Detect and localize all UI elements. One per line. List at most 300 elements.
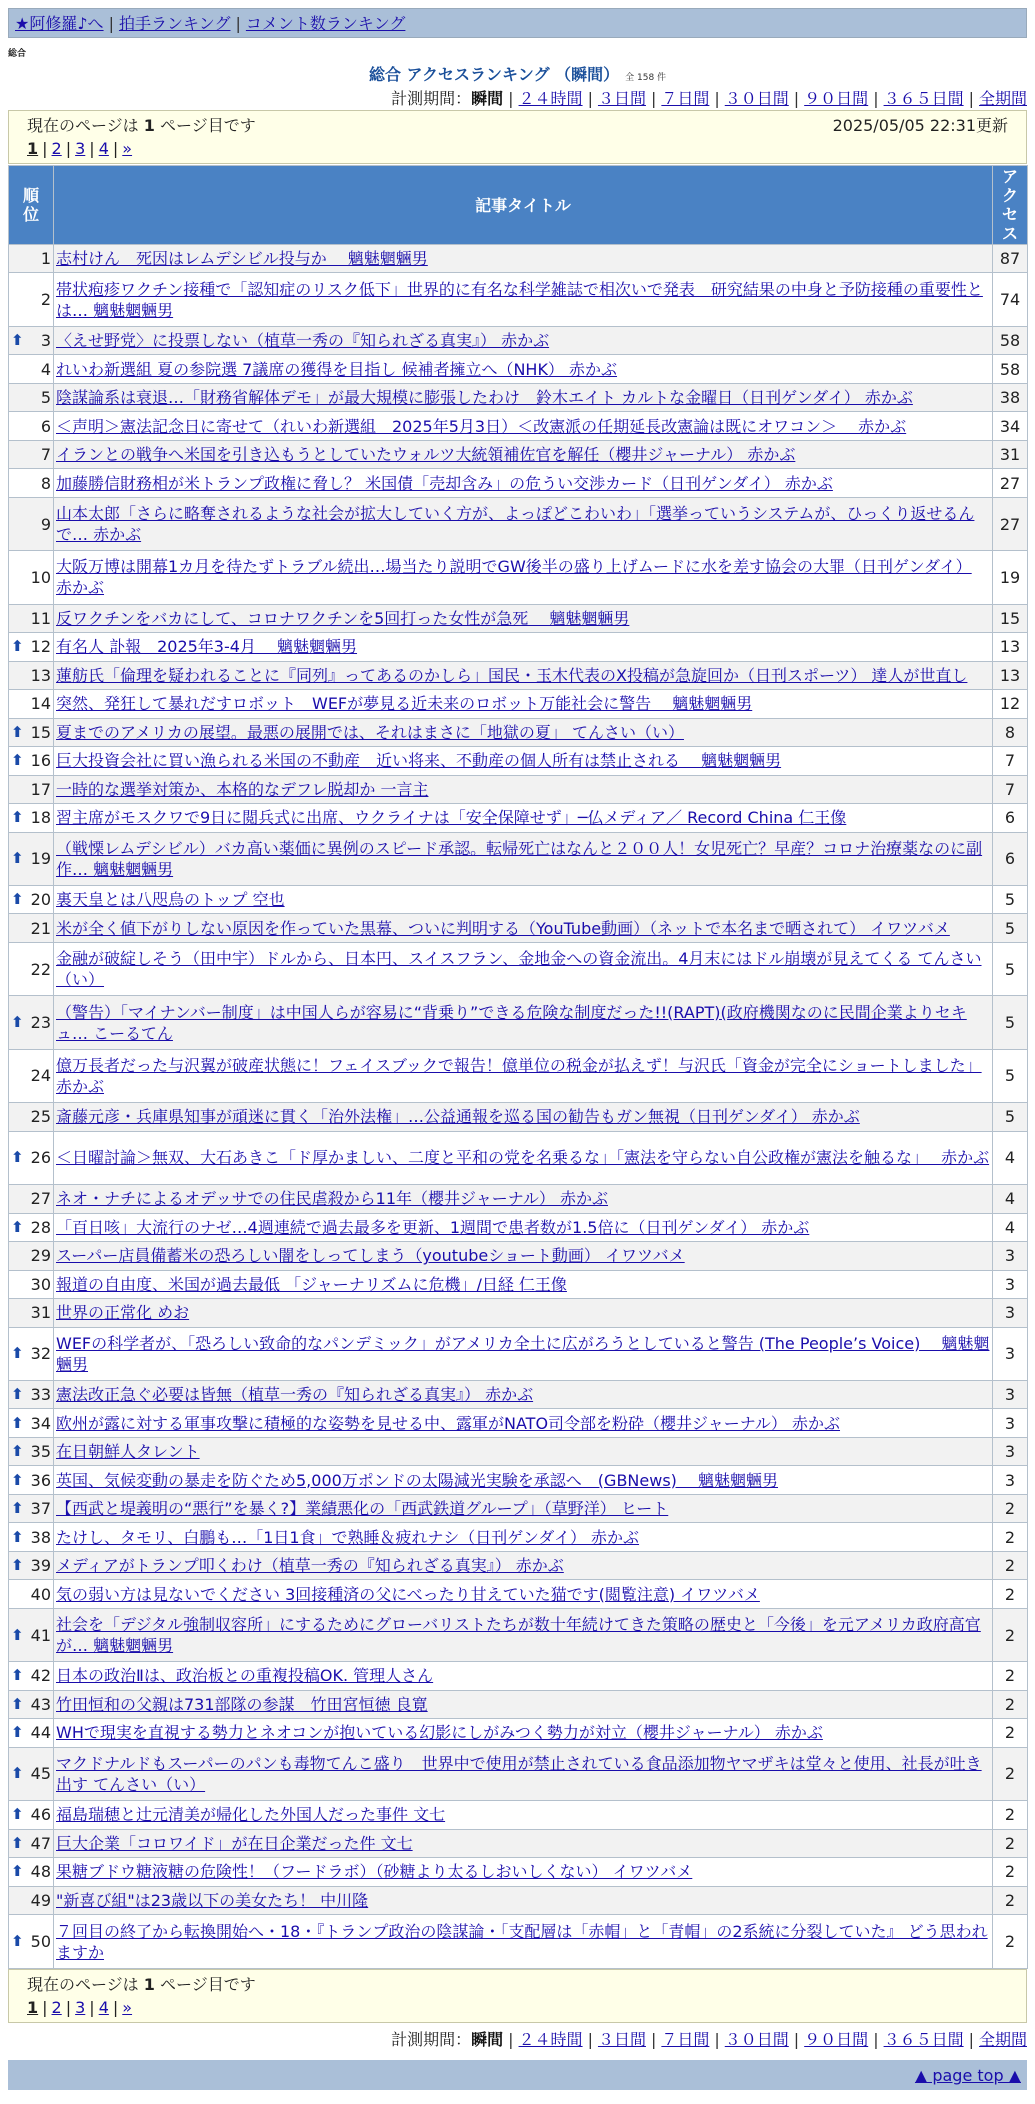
rank-number: 20	[30, 890, 51, 910]
title-cell	[54, 1270, 993, 1298]
page-separator: |	[112, 1998, 119, 2017]
article-title-link[interactable]: 億万長者だった与沢翼が破産状態に！フェイスブックで報告！億単位の税金が払えず！与沢氏「資金が完全にショートしました」 赤かぶ	[56, 1055, 982, 1096]
access-column-header: アク セス	[993, 166, 1028, 245]
article-title-link[interactable]: WEFの科学者が、「恐ろしい致命的なパンデミック」がアメリカ全土に広がろうとしていると警告 (The People’s Voice) 魑魅魍魎男	[56, 1333, 990, 1374]
rank-cell	[9, 1580, 54, 1608]
period-separator: |	[793, 89, 800, 108]
article-title-link[interactable]: 巨大企業「コロワイド」が在日企業だった件 文七	[56, 1833, 413, 1853]
table-row	[9, 1437, 1028, 1465]
article-title-link[interactable]: 竹田恒和の父親は731部隊の参謀 竹田宮恒徳 良寛	[56, 1694, 428, 1714]
rank-up-arrow-icon: ⬆	[11, 751, 24, 770]
table-row	[9, 661, 1028, 689]
rank-cell	[9, 440, 54, 468]
clap-ranking-link[interactable]: 拍手ランキング	[118, 14, 231, 33]
period-separator: |	[508, 2030, 514, 2049]
rank-cell	[9, 832, 54, 885]
rank-number: 48	[30, 1862, 51, 1882]
table-row	[9, 497, 1028, 550]
rank-number: 34	[30, 1413, 51, 1433]
period-option-link[interactable]: ２４時間	[518, 89, 583, 108]
rank-cell	[9, 1662, 54, 1690]
rank-cell	[9, 1299, 54, 1327]
table-row	[9, 1801, 1028, 1829]
period-separator: |	[508, 89, 514, 108]
page-separator: |	[42, 1998, 48, 2017]
rank-cell	[9, 914, 54, 942]
access-count: 7	[993, 747, 1028, 775]
rank-number: 22	[30, 959, 51, 979]
access-count: 13	[993, 633, 1028, 661]
rank-cell	[9, 661, 54, 689]
title-cell	[54, 942, 993, 995]
rank-number: 36	[30, 1470, 51, 1490]
access-count: 4	[993, 1185, 1028, 1213]
title-cell	[54, 690, 993, 718]
table-row	[9, 1829, 1028, 1857]
table-row	[9, 440, 1028, 468]
title-cell	[54, 497, 993, 550]
table-row	[9, 1242, 1028, 1270]
period-selector-bottom	[391, 2027, 1027, 2050]
total-count: 全 158 件	[625, 73, 667, 83]
table-row	[9, 633, 1028, 661]
period-separator: |	[968, 89, 974, 108]
access-count: 2	[993, 1801, 1028, 1829]
access-count: 5	[993, 1049, 1028, 1102]
rank-number: 38	[30, 1527, 51, 1547]
article-title-link[interactable]: 【西武と堤義明の“悪行”を暴く?】業績悪化の「西武鉄道グループ」（草野洋） ヒート	[56, 1499, 669, 1519]
rank-cell	[9, 383, 54, 411]
rank-number: 43	[30, 1694, 51, 1714]
access-count: 74	[993, 273, 1028, 326]
rank-cell	[9, 1551, 54, 1579]
rank-up-arrow-icon: ⬆	[11, 849, 24, 868]
article-title-link[interactable]: 習主席がモスクワで9日に閲兵式に出席、ウクライナは「安全保障せず」─仏メディア／ Record China 仁王像	[56, 808, 847, 828]
access-count: 58	[993, 355, 1028, 383]
period-option-link[interactable]: ２４時間	[518, 2030, 583, 2049]
table-row	[9, 1747, 1028, 1800]
table-row	[9, 1690, 1028, 1718]
rank-number: 39	[30, 1556, 51, 1576]
article-title-link[interactable]: 日本の政治Ⅱは、政治板との重複投稿OK. 管理人さん	[56, 1666, 434, 1686]
article-title-link[interactable]: "新喜び組"は23歳以下の美女たち！ 中川隆	[56, 1890, 369, 1910]
title-cell	[54, 1049, 993, 1102]
table-row	[9, 604, 1028, 632]
access-count: 3	[993, 1242, 1028, 1270]
page-link[interactable]: 4	[98, 1998, 109, 2017]
rank-cell	[9, 1213, 54, 1241]
next-page-link[interactable]: »	[122, 139, 133, 158]
access-count: 4	[993, 1213, 1028, 1241]
period-option-link[interactable]: 全期間	[978, 89, 1027, 108]
table-row	[9, 1131, 1028, 1184]
access-count: 3	[993, 1380, 1028, 1408]
rank-cell	[9, 1608, 54, 1661]
access-count: 3	[993, 1299, 1028, 1327]
access-count: 2	[993, 1690, 1028, 1718]
title-cell	[54, 804, 993, 832]
article-title-link[interactable]: メディアがトランプ叩くわけ（植草一秀の『知られざる真実』） 赤かぶ	[56, 1556, 564, 1576]
period-label: 計測期間：	[391, 89, 472, 108]
page-separator: |	[89, 1998, 95, 2017]
title-cell	[54, 551, 993, 604]
article-title-link[interactable]: 社会を「デジタル強制収容所」にするためにグローバリストたちが数十年続けてきた策略の歴史と「今後」を元アメリカ政府高官が… 魑魅魍魎男	[56, 1615, 981, 1656]
title-cell	[54, 1747, 993, 1800]
rank-number: 29	[30, 1246, 51, 1266]
access-count: 2	[993, 1886, 1028, 1914]
rank-number: 40	[30, 1584, 51, 1604]
rank-up-arrow-icon: ⬆	[11, 1013, 24, 1032]
period-selector-top	[391, 86, 1027, 109]
page-separator: |	[42, 139, 48, 158]
top-navigation	[8, 8, 1027, 38]
table-row	[9, 1299, 1028, 1327]
article-title-link[interactable]: 憲法改正急ぐ必要は皆無（植草一秀の『知られざる真実』） 赤かぶ	[56, 1385, 534, 1405]
rank-number: 4	[40, 359, 51, 379]
access-count: 2	[993, 1858, 1028, 1886]
article-title-link[interactable]: 欧州が露に対する軍事攻撃に積極的な姿勢を見せる中、露軍がNATO司令部を粉砕（櫻井ジャーナル） 赤かぶ	[56, 1413, 841, 1433]
title-cell	[54, 1494, 993, 1522]
table-row	[9, 273, 1028, 326]
article-title-link[interactable]: 英国、気候変動の暴走を防ぐため5,000万ポンドの太陽減光実験を承認へ (GBNews) 魑魅魍魎男	[56, 1470, 778, 1490]
table-row	[9, 914, 1028, 942]
rank-cell	[9, 804, 54, 832]
rank-cell	[9, 1690, 54, 1718]
rank-up-arrow-icon: ⬆	[11, 1932, 24, 1951]
access-count: 6	[993, 832, 1028, 885]
period-separator: |	[587, 89, 593, 108]
rank-number: 9	[40, 514, 51, 534]
rank-number: 35	[30, 1442, 51, 1462]
article-title-link[interactable]: 陰謀論系は衰退…「財務省解体デモ」が最大規模に膨張したわけ 鈴木エイト カルトな金曜日（日刊ゲンダイ） 赤かぶ	[56, 388, 913, 408]
rank-up-arrow-icon: ⬆	[11, 637, 24, 656]
table-row	[9, 690, 1028, 718]
rank-up-arrow-icon: ⬆	[11, 1625, 24, 1644]
access-count: 3	[993, 1409, 1028, 1437]
article-title-link[interactable]: 世界の正常化 めお	[56, 1303, 190, 1323]
rank-number: 32	[30, 1344, 51, 1364]
rank-number: 45	[30, 1764, 51, 1784]
article-title-link[interactable]: 気の弱い方は見ないでください 3回接種済の父にべったり甘えていた猫です(閲覧注意) イワツバメ	[56, 1584, 760, 1604]
rank-cell	[9, 245, 54, 273]
period-option-link[interactable]: ７日間	[661, 2030, 710, 2049]
pagination	[27, 1996, 1008, 2020]
period-separator: |	[714, 2030, 720, 2049]
rank-number: 49	[30, 1890, 51, 1910]
article-title-link[interactable]: ＜日曜討論＞無双、大石あきこ「ド厚かましい、二度と平和の党を名乗るな」「憲法を守らない自公政権が憲法を触るな」 赤かぶ	[56, 1148, 990, 1168]
period-option-link[interactable]: ３日間	[597, 89, 646, 108]
table-row	[9, 1608, 1028, 1661]
period-option-link[interactable]: ３日間	[597, 2030, 646, 2049]
article-title-link[interactable]: 夏までのアメリカの展望。最悪の展開では、それはまさに「地獄の夏」 てんさい（い）	[56, 722, 684, 742]
article-title-link[interactable]: 志村けん 死因はレムデシビル投与か 魑魅魍魎男	[56, 249, 428, 269]
article-title-link[interactable]: 報道の自由度、米国が過去最低 「ジャーナリズムに危機」/日経 仁王像	[56, 1274, 567, 1294]
rank-up-arrow-icon: ⬆	[11, 1666, 24, 1685]
page-separator: |	[65, 139, 72, 158]
article-title-link[interactable]: 帯状疱疹ワクチン接種で「認知症のリスク低下」世界的に有名な科学雑誌で相次いで発表 研究結果の中身と予防接種の重要性とは… 魑魅魍魎男	[56, 279, 983, 320]
access-count: 27	[993, 497, 1028, 550]
page-title: 総合 アクセスランキング （瞬間）	[368, 65, 620, 84]
access-count: 2	[993, 1551, 1028, 1579]
title-cell	[54, 1719, 993, 1747]
rank-cell	[9, 1886, 54, 1914]
article-title-link[interactable]: （戦慄レムデシビル）バカ高い薬価に異例のスピード承認。転帰死亡はなんと２００人！女児死亡？早産？コロナ治療薬なのに副作… 魑魅魍魎男	[56, 838, 983, 879]
article-title-link[interactable]: 米が全く値下がりしない原因を作っていた黒幕、ついに判明する（YouTube動画）（ネットで本名まで晒されて） イワツバメ	[56, 918, 950, 938]
rank-cell	[9, 1858, 54, 1886]
rank-up-arrow-icon: ⬆	[11, 1413, 24, 1432]
rank-number: 27	[30, 1189, 51, 1209]
rank-number: 24	[30, 1066, 51, 1086]
access-count: 2	[993, 1662, 1028, 1690]
rank-number: 21	[30, 918, 51, 938]
period-separator: |	[873, 2030, 879, 2049]
rank-cell	[9, 1131, 54, 1184]
article-title-link[interactable]: ネオ・ナチによるオデッサでの住民虐殺から11年（櫻井ジャーナル） 赤かぶ	[56, 1189, 609, 1209]
access-count: 31	[993, 440, 1028, 468]
access-count: 15	[993, 604, 1028, 632]
rank-cell	[9, 1049, 54, 1102]
period-separator: |	[968, 2030, 974, 2049]
rank-number: 12	[30, 637, 51, 657]
title-cell	[54, 775, 993, 803]
title-cell	[54, 1886, 993, 1914]
title-cell	[54, 1213, 993, 1241]
period-separator: |	[650, 2030, 657, 2049]
title-cell	[54, 326, 993, 354]
period-option-link[interactable]: ９０日間	[804, 89, 869, 108]
rank-number: 18	[30, 808, 51, 828]
access-count: 58	[993, 326, 1028, 354]
title-cell	[54, 1523, 993, 1551]
rank-number: 23	[30, 1013, 51, 1033]
article-title-link[interactable]: 金融が破綻しそう（田中宇）ドルから、日本円、スイスフラン、金地金への資金流出。4月末にはドル崩壊が見えてくる てんさい（い）	[56, 949, 982, 990]
rank-number: 17	[30, 779, 51, 799]
page-separator: |	[65, 1998, 72, 2017]
rank-cell	[9, 1270, 54, 1298]
access-count: 2	[993, 1747, 1028, 1800]
article-title-link[interactable]: れいわ新選組 夏の参院選 7議席の獲得を目指し 候補者擁立へ（NHK） 赤かぶ	[56, 359, 618, 379]
rank-number: 33	[30, 1385, 51, 1405]
article-title-link[interactable]: 巨大投資会社に買い漁られる米国の不動産 近い将来、不動産の個人所有は禁止される 魑魅魍魎男	[56, 751, 782, 771]
table-row	[9, 1915, 1028, 1969]
period-option-link[interactable]: ３０日間	[724, 89, 789, 108]
pagination	[27, 137, 1008, 161]
page-link[interactable]: 4	[98, 139, 109, 158]
title-cell	[54, 1580, 993, 1608]
current-page-text: 現在のページは 1 ページ目です	[27, 1975, 256, 1994]
table-row	[9, 832, 1028, 885]
page-link[interactable]: 3	[75, 1998, 86, 2017]
access-count: 34	[993, 412, 1028, 440]
rank-up-arrow-icon: ⬆	[11, 1470, 24, 1489]
article-title-link[interactable]: ７回目の終了から転換開始へ・18・『トランプ政治の陰謀論・「支配層は「赤帽」と「青帽」の2系統に分裂していた』 どう思われますか	[56, 1921, 988, 1962]
period-label: 計測期間：	[391, 2030, 472, 2049]
page-info-bottom	[8, 1969, 1027, 2023]
title-cell	[54, 1131, 993, 1184]
table-row	[9, 551, 1028, 604]
article-title-link[interactable]: 果糖ブドウ糖液糖の危険性！（フードラボ）（砂糖より太るしおいしくない） イワツバメ	[56, 1862, 693, 1882]
access-count: 5	[993, 1103, 1028, 1131]
article-title-link[interactable]: WHで現実を直視する勢力とネオコンが抱いている幻影にしがみつく勢力が対立（櫻井ジャーナル） 赤かぶ	[56, 1723, 823, 1743]
rank-number: 26	[30, 1148, 51, 1168]
rank-cell	[9, 1380, 54, 1408]
current-page-number: 1	[27, 139, 39, 158]
ranking-table	[8, 165, 1028, 1969]
rank-up-arrow-icon: ⬆	[11, 1527, 24, 1546]
article-title-link[interactable]: 一時的な選挙対策か、本格的なデフレ脱却か 一言主	[56, 779, 429, 799]
title-cell	[54, 1103, 993, 1131]
rank-number: 42	[30, 1666, 51, 1686]
table-row	[9, 1858, 1028, 1886]
rank-cell	[9, 1466, 54, 1494]
title-column-header: 記事タイトル	[54, 166, 993, 245]
article-title-link[interactable]: （警告）「マイナンバー制度」は中国人らが容易に“背乗り”できる危険な制度だった!!(RAPT)(政府機関なのに民間企業よりセキュ… こーるてん	[56, 1002, 967, 1043]
table-row	[9, 1185, 1028, 1213]
table-row	[9, 326, 1028, 354]
comment-ranking-link[interactable]: コメント数ランキング	[245, 14, 406, 33]
table-row	[9, 1409, 1028, 1437]
page-top-link[interactable]: ▲ page top ▲	[914, 2066, 1021, 2085]
page-separator: |	[89, 139, 95, 158]
article-title-link[interactable]: 加藤勝信財務相が米トランプ政権に脅し？ 米国債「売却含み」の危うい交渉カード（日刊ゲンダイ） 赤かぶ	[56, 473, 833, 493]
page-link[interactable]: 3	[75, 139, 86, 158]
access-count: 38	[993, 383, 1028, 411]
rank-up-arrow-icon: ⬆	[11, 1499, 24, 1518]
page-title-block	[0, 62, 1035, 85]
title-cell	[54, 273, 993, 326]
table-row	[9, 1380, 1028, 1408]
access-count: 3	[993, 1270, 1028, 1298]
table-row	[9, 1886, 1028, 1914]
access-count: 5	[993, 914, 1028, 942]
article-title-link[interactable]: 大阪万博は開幕1カ月を待たずトラブル続出…場当たり説明でGW後半の盛り上げムードに水を差す協会の大罪（日刊ゲンダイ） 赤かぶ	[56, 557, 972, 598]
title-cell	[54, 1915, 993, 1969]
table-row	[9, 1466, 1028, 1494]
access-count: 12	[993, 690, 1028, 718]
rank-number: 6	[40, 416, 51, 436]
title-cell	[54, 1858, 993, 1886]
home-link[interactable]: ★阿修羅♪へ	[15, 14, 104, 33]
article-title-link[interactable]: 有名人 訃報 2025年3-4月 魑魅魍魎男	[56, 637, 358, 657]
title-cell	[54, 661, 993, 689]
article-title-link[interactable]: 福島瑞穂と辻元清美が帰化した外国人だった事件 文七	[56, 1805, 446, 1825]
access-count: 8	[993, 718, 1028, 746]
table-row	[9, 412, 1028, 440]
period-option-link[interactable]: ３６５日間	[883, 89, 964, 108]
title-cell	[54, 1551, 993, 1579]
rank-number: 25	[30, 1107, 51, 1127]
access-count: 27	[993, 469, 1028, 497]
table-row	[9, 1551, 1028, 1579]
rank-cell	[9, 996, 54, 1049]
article-title-link[interactable]: 斎藤元彦・兵庫県知事が頑迷に貫く「治外法権」…公益通報を巡る国の勧告もガン無視（日刊ゲンダイ） 赤かぶ	[56, 1107, 860, 1127]
title-cell	[54, 1662, 993, 1690]
period-separator: |	[650, 89, 657, 108]
access-count: 5	[993, 885, 1028, 913]
title-cell	[54, 1690, 993, 1718]
access-count: 2	[993, 1608, 1028, 1661]
rank-number: 15	[30, 722, 51, 742]
title-cell	[54, 1829, 993, 1857]
article-title-link[interactable]: 〈えせ野党〉に投票しない（植草一秀の『知られざる真実』） 赤かぶ	[56, 331, 550, 351]
rank-up-arrow-icon: ⬆	[11, 890, 24, 909]
section-label: 総合	[8, 49, 27, 59]
title-cell	[54, 355, 993, 383]
period-option-link[interactable]: ９０日間	[804, 2030, 869, 2049]
article-title-link[interactable]: たけし、タモリ、白鵬も…「1日1食」で熟睡＆疲れナシ（日刊ゲンダイ） 赤かぶ	[56, 1527, 640, 1547]
period-option-link[interactable]: 全期間	[978, 2030, 1027, 2049]
article-title-link[interactable]: スーパー店員備蓄米の恐ろしい闇をしってしまう（youtubeショート動画） イワツバメ	[56, 1246, 685, 1266]
rank-up-arrow-icon: ⬆	[11, 1764, 24, 1783]
article-title-link[interactable]: 蓮舫氏「倫理を疑われることに『同列』ってあるのかしら」国民・玉木代表のX投稿が急旋回か（日刊スポーツ） 達人が世直し	[56, 665, 968, 685]
period-separator: |	[793, 2030, 800, 2049]
rank-cell	[9, 747, 54, 775]
rank-cell	[9, 551, 54, 604]
article-title-link[interactable]: イランとの戦争へ米国を引き込もうとしていたウォルツ大統領補佐官を解任（櫻井ジャーナル） 赤かぶ	[56, 445, 796, 465]
page-info-top	[8, 110, 1027, 164]
rank-cell	[9, 469, 54, 497]
rank-cell	[9, 1829, 54, 1857]
rank-up-arrow-icon: ⬆	[11, 1805, 24, 1824]
page-link[interactable]: 2	[51, 139, 62, 158]
table-row	[9, 245, 1028, 273]
nav-separator: |	[235, 14, 241, 33]
rank-number: 11	[30, 608, 51, 628]
period-separator: |	[587, 2030, 593, 2049]
access-count: 3	[993, 1327, 1028, 1380]
rank-number: 8	[40, 473, 51, 493]
access-count: 4	[993, 1131, 1028, 1184]
article-title-link[interactable]: ＜声明＞憲法記念日に寄せて（れいわ新選組 2025年5月3日）＜改憲派の任期延長改憲論は既にオワコン＞ 赤かぶ	[56, 416, 907, 436]
table-row	[9, 1049, 1028, 1102]
rank-number: 5	[40, 388, 51, 408]
title-cell	[54, 440, 993, 468]
page-link[interactable]: 2	[51, 1998, 62, 2017]
period-separator: |	[873, 89, 879, 108]
title-cell	[54, 914, 993, 942]
period-option-link[interactable]: ７日間	[661, 89, 710, 108]
article-title-link[interactable]: 反ワクチンをバカにして、コロナワクチンを5回打った女性が急死 魑魅魍魎男	[56, 608, 630, 628]
next-page-link[interactable]: »	[122, 1998, 133, 2017]
table-row	[9, 747, 1028, 775]
access-count: 2	[993, 1523, 1028, 1551]
access-count: 87	[993, 245, 1028, 273]
nav-separator: |	[108, 14, 114, 33]
table-row	[9, 718, 1028, 746]
rank-cell	[9, 1327, 54, 1380]
article-title-link[interactable]: マクドナルドもスーパーのパンも毒物てんこ盛り 世界中で使用が禁止されている食品添加物ヤマザキは堂々と使用、社長が吐き出す てんさい（い）	[56, 1753, 982, 1794]
title-cell	[54, 412, 993, 440]
rank-number: 31	[30, 1303, 51, 1323]
title-cell	[54, 383, 993, 411]
rank-cell	[9, 1747, 54, 1800]
table-row	[9, 1523, 1028, 1551]
article-title-link[interactable]: 「百日咳」大流行のナゼ…4週連続で過去最多を更新、1週間で患者数が1.5倍に（日刊ゲンダイ） 赤かぶ	[56, 1217, 810, 1237]
article-title-link[interactable]: 在日朝鮮人タレント	[56, 1442, 200, 1462]
rank-up-arrow-icon: ⬆	[11, 1862, 24, 1881]
article-title-link[interactable]: 裏天皇とは八咫烏のトップ 空也	[56, 890, 285, 910]
period-option-link[interactable]: ３６５日間	[883, 2030, 964, 2049]
access-count: 6	[993, 804, 1028, 832]
rank-cell	[9, 690, 54, 718]
rank-cell	[9, 942, 54, 995]
access-count: 7	[993, 775, 1028, 803]
updated-timestamp: 2025/05/05 22:31更新	[832, 116, 1008, 135]
period-option-link[interactable]: ３０日間	[724, 2030, 789, 2049]
article-title-link[interactable]: 突然、発狂して暴れだすロボット WEFが夢見る近未来のロボット万能社会に警告 魑魅魍魎男	[56, 694, 753, 714]
access-count: 2	[993, 1719, 1028, 1747]
article-title-link[interactable]: 山本太郎「さらに略奪されるような社会が拡大していく方が、よっぽどこわいわ」「選挙っていうシステムが、ひっくり返せるんで… 赤かぶ	[56, 504, 975, 545]
